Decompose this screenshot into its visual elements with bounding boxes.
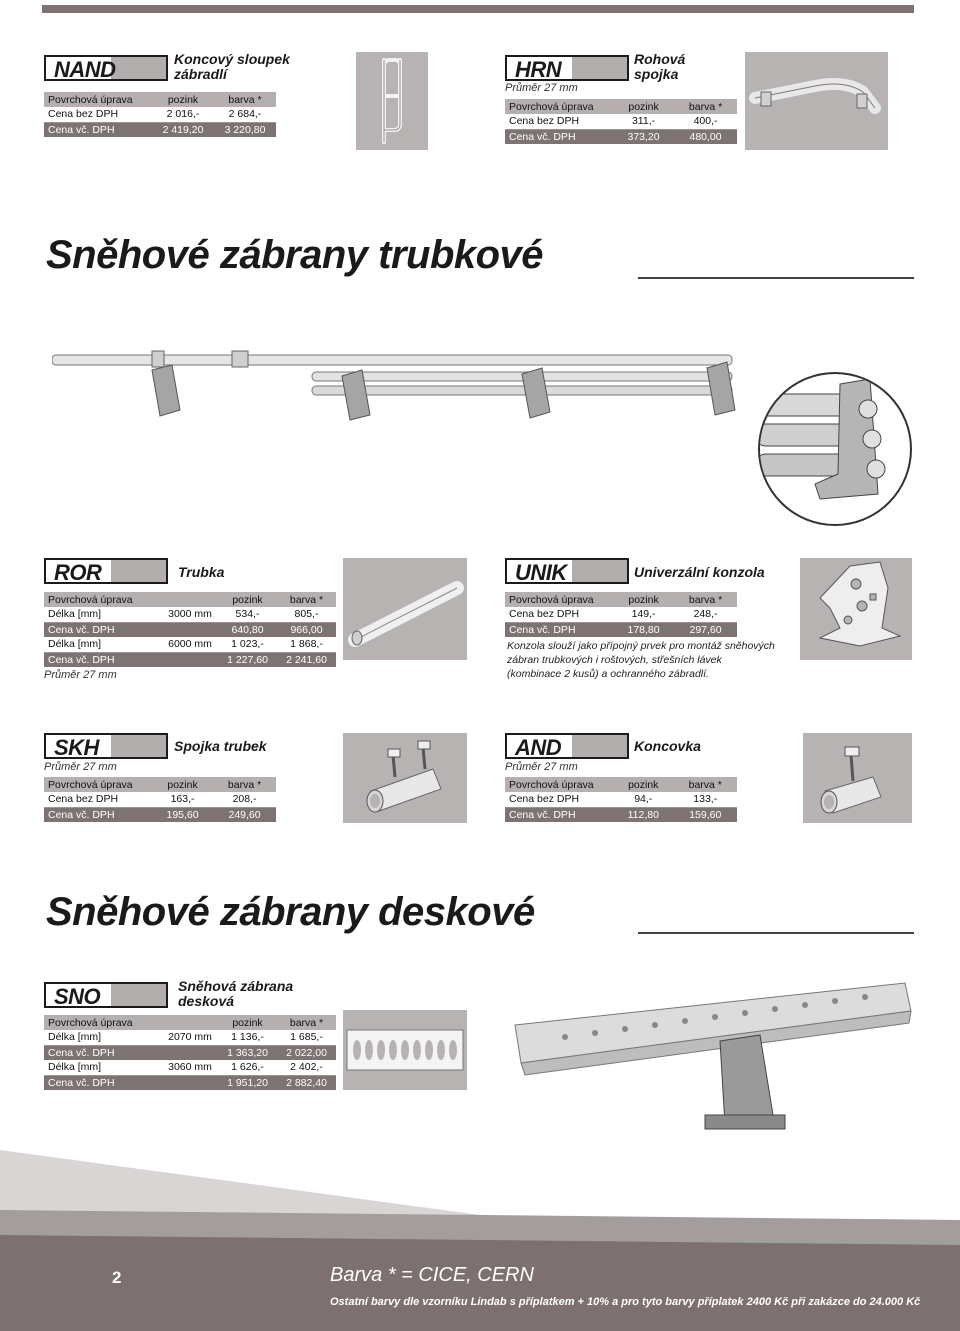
sno-code-badge: SNO bbox=[44, 982, 168, 1008]
table-row: Povrchová úprava pozink barva * bbox=[44, 1015, 336, 1030]
skh-code-badge: SKH bbox=[44, 733, 168, 759]
section-rule bbox=[638, 932, 914, 934]
table-row: Cena bez DPH 149,- 248,- bbox=[505, 607, 737, 622]
nand-product-image bbox=[356, 52, 428, 150]
table-row: Cena bez DPH 2 016,- 2 684,- bbox=[44, 107, 276, 122]
ror-price-table bbox=[44, 592, 336, 667]
sno-title: Sněhová zábrana desková bbox=[178, 978, 294, 1009]
table-row: Délka [mm] 3060 mm 1 626,- 2 402,- bbox=[44, 1060, 336, 1075]
section-title-tube: Sněhové zábrany trubkové bbox=[46, 233, 544, 277]
table-row: Cena vč. DPH 2 419,20 3 220,80 bbox=[44, 122, 276, 137]
sno-product-image bbox=[343, 1010, 467, 1090]
skh-price-table bbox=[44, 777, 276, 822]
table-row: Povrchová úprava pozink barva * bbox=[505, 99, 737, 114]
nand-title: Koncový sloupek zábradlí bbox=[174, 51, 290, 82]
table-row: Cena bez DPH 94,- 133,- bbox=[505, 792, 737, 807]
and-diameter-caption: Průměr 27 mm bbox=[505, 761, 578, 773]
table-row: Cena bez DPH 311,- 400,- bbox=[505, 114, 737, 129]
nand-code-badge: NAND bbox=[44, 55, 168, 81]
table-row: Cena vč. DPH 195,60 249,60 bbox=[44, 807, 276, 822]
unik-code-badge: UNIK bbox=[505, 558, 629, 584]
skh-title: Spojka trubek bbox=[174, 738, 267, 754]
section-title-plate: Sněhové zábrany deskové bbox=[46, 890, 535, 934]
hrn-code-badge: HRN bbox=[505, 55, 629, 81]
page-number: 2 bbox=[112, 1268, 122, 1287]
table-row: Délka [mm] 2070 mm 1 136,- 1 685,- bbox=[44, 1030, 336, 1045]
ror-title: Trubka bbox=[178, 564, 225, 580]
tube-snow-guard-image bbox=[52, 340, 752, 430]
and-title: Koncovka bbox=[634, 738, 701, 754]
table-row: Délka [mm] 3000 mm 534,- 805,- bbox=[44, 607, 336, 622]
ror-product-image bbox=[343, 558, 467, 660]
table-row: Povrchová úprava pozink barva * bbox=[44, 592, 336, 607]
nand-price-table bbox=[44, 92, 276, 137]
hrn-price-table bbox=[505, 99, 737, 144]
unik-title: Univerzální konzola bbox=[634, 564, 765, 580]
table-row: Cena bez DPH 163,- 208,- bbox=[44, 792, 276, 807]
table-row: Cena vč. DPH 1 227,60 2 241,60 bbox=[44, 652, 336, 667]
hrn-product-image bbox=[745, 52, 888, 150]
hrn-title: Rohová spojka bbox=[634, 51, 686, 82]
sno-mounted-image bbox=[505, 975, 915, 1147]
ror-code-badge: ROR bbox=[44, 558, 168, 584]
footer-note: Ostatní barvy dle vzorníku Lindab s příplatkem + 10% a pro tyto barvy příplatek 2400 Kč při zakázce do 24.000 Kč bbox=[330, 1296, 921, 1308]
table-row: Cena vč. DPH 112,80 159,60 bbox=[505, 807, 737, 822]
table-row: Cena vč. DPH 373,20 480,00 bbox=[505, 129, 737, 144]
and-product-image bbox=[803, 733, 912, 823]
table-row: Cena vč. DPH 178,80 297,60 bbox=[505, 622, 737, 637]
bracket-detail-image bbox=[758, 372, 912, 526]
unik-description: Konzola slouží jako přípojný prvek pro montáž sněhových zábran trubkových i roštových, střešních lávek (kombinace 2 kusů) a ochranného zábradlí. bbox=[507, 640, 775, 680]
sno-price-table bbox=[44, 1015, 336, 1090]
table-row: Povrchová úprava pozink barva * bbox=[505, 592, 737, 607]
table-row: Cena vč. DPH 640,80 966,00 bbox=[44, 622, 336, 637]
table-row: Cena vč. DPH 1 951,20 2 882,40 bbox=[44, 1075, 336, 1090]
table-row: Délka [mm] 6000 mm 1 023,- 1 868,- bbox=[44, 637, 336, 652]
table-row: Cena vč. DPH 1 363,20 2 022,00 bbox=[44, 1045, 336, 1060]
ror-diameter-caption: Průměr 27 mm bbox=[44, 669, 117, 681]
table-row: Povrchová úprava pozink barva * bbox=[44, 92, 276, 107]
hrn-diameter-caption: Průměr 27 mm bbox=[505, 82, 578, 94]
and-code-badge: AND bbox=[505, 733, 629, 759]
footer-title: Barva * = CICE, CERN bbox=[330, 1264, 534, 1286]
skh-product-image bbox=[343, 733, 467, 823]
unik-price-table bbox=[505, 592, 737, 637]
table-row: Povrchová úprava pozink barva * bbox=[505, 777, 737, 792]
section-rule bbox=[638, 277, 914, 279]
table-row: Povrchová úprava pozink barva * bbox=[44, 777, 276, 792]
unik-product-image bbox=[800, 558, 912, 660]
top-rule bbox=[42, 5, 914, 13]
and-price-table bbox=[505, 777, 737, 822]
skh-diameter-caption: Průměr 27 mm bbox=[44, 761, 117, 773]
